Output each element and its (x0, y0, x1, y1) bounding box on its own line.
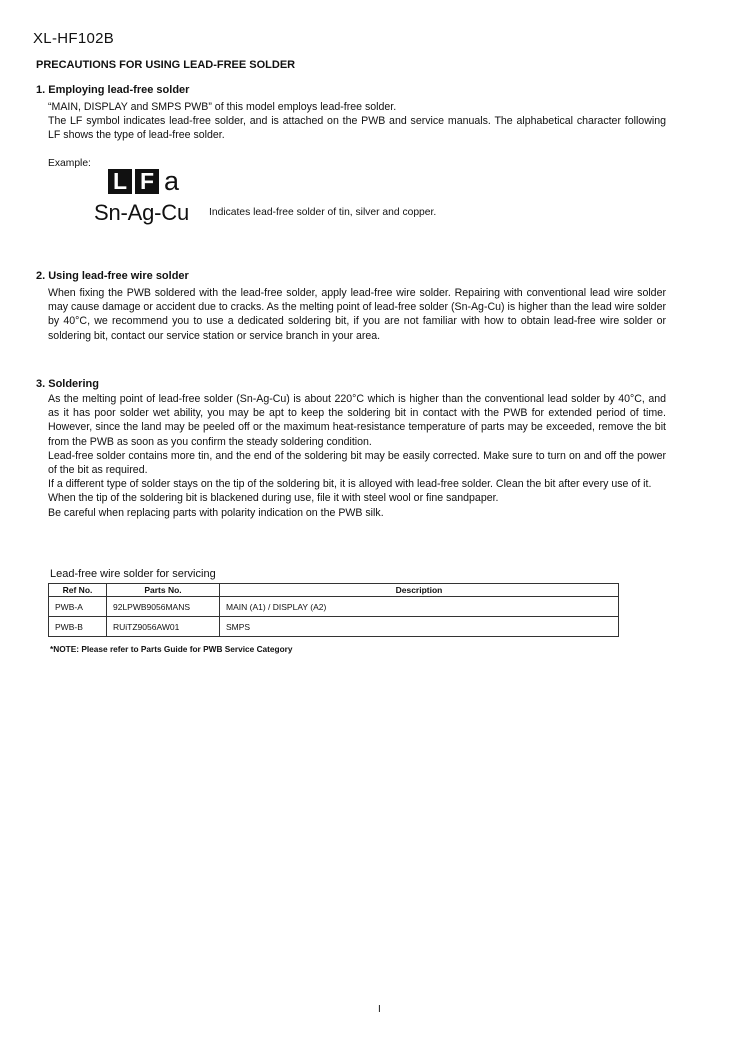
alloy-name: Sn-Ag-Cu (94, 200, 189, 225)
alloy-description: Indicates lead-free solder of tin, silver and copper. (209, 207, 437, 218)
section3-paragraph: When the tip of the soldering bit is blackened during use, file it with steel wool or fine sandpaper. (48, 492, 499, 505)
lf-symbol (108, 166, 180, 196)
table-header-row (49, 584, 619, 597)
header-parts-no: Parts No. (107, 584, 220, 597)
section3-body (48, 392, 666, 520)
page-number: I (378, 1004, 381, 1015)
cell-ref-no: PWB-A (49, 597, 107, 617)
section3-heading: 3. Soldering (36, 378, 99, 390)
lf-symbol-l: L (108, 169, 132, 194)
lf-symbol-f: F (135, 169, 159, 194)
section3-paragraph: Lead-free solder contains more tin, and the end of the soldering bit may be easily corrected. Make sure to turn on and off the power of the bit as required. (48, 449, 666, 477)
section1-line1: “MAIN, DISPLAY and SMPS PWB” of this model employs lead-free solder. (48, 101, 397, 113)
section3-paragraph: If a different type of solder stays on the tip of the soldering bit, it is alloyed with lead-free solder. Clean the bit after every use of it. (48, 478, 652, 491)
cell-parts-no: 92LPWB9056MANS (107, 597, 220, 617)
model-number: XL-HF102B (33, 30, 115, 47)
cell-ref-no: PWB-B (49, 617, 107, 637)
section1-heading: 1. Employing lead-free solder (36, 84, 190, 96)
header-ref-no: Ref No. (49, 584, 107, 597)
section3-paragraph: Be careful when replacing parts with polarity indication on the PWB silk. (48, 506, 384, 519)
section2-body: When fixing the PWB soldered with the lead-free solder, apply lead-free wire solder. Repairing with conventional lead wire solder may cause damage or accident due to cracks. As the melting point of lead-free solder (Sn-Ag-Cu) is higher than the lead wire solder by 40°C, we recommend you to use a dedicated soldering bit, if you are not familiar with how to obtain lead-free wire solder or soldering bit, contact our service station or service branch in your area. (48, 287, 666, 342)
page-title: PRECAUTIONS FOR USING LEAD-FREE SOLDER (36, 59, 296, 71)
section1-line2: The LF symbol indicates lead-free solder, and is attached on the PWB and service manuals. The alphabetical character following LF shows the type of lead-free solder. (48, 115, 666, 142)
parts-table-caption: Lead-free wire solder for servicing (50, 568, 216, 580)
table-row (49, 617, 619, 637)
parts-note: *NOTE: Please refer to Parts Guide for PWB Service Category (50, 644, 293, 654)
cell-description: SMPS (220, 617, 619, 637)
section2-heading: 2. Using lead-free wire solder (36, 270, 189, 282)
section1-body (48, 100, 666, 143)
cell-parts-no: RUiTZ9056AW01 (107, 617, 220, 637)
parts-table (48, 583, 619, 637)
cell-description: MAIN (A1) / DISPLAY (A2) (220, 597, 619, 617)
header-description: Description (220, 584, 619, 597)
lf-symbol-letter: a (164, 166, 180, 196)
section3-paragraph: As the melting point of lead-free solder (Sn-Ag-Cu) is about 220°C which is higher than the conventional lead solder by 40°C, and as it has poor solder wet ability, you may be apt to keep the soldering bit in contact with the PWB for extended period of time. However, since the land may be peeled off or the maximum heat-resistance temperature of parts may be exceeded, remove the bit from the PWB as soon as you confirm the steady soldering condition. (48, 393, 666, 448)
table-row (49, 597, 619, 617)
example-label: Example: (48, 158, 91, 169)
